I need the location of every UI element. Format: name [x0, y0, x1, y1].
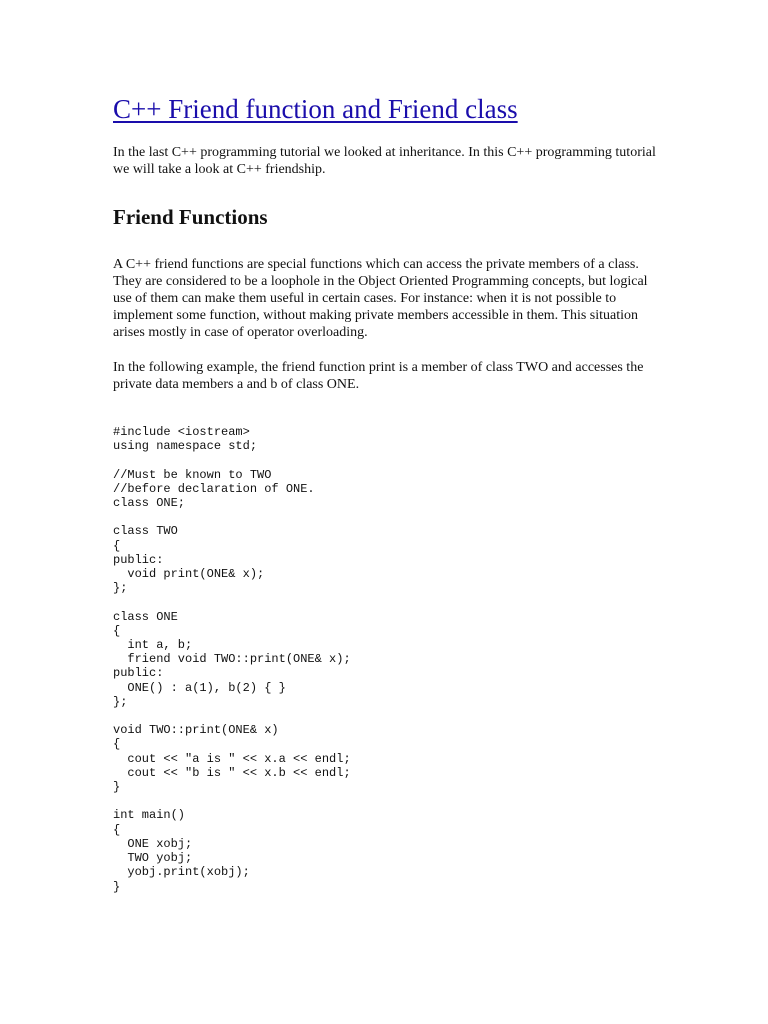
page-title	[113, 88, 658, 130]
section-heading: Friend Functions	[113, 205, 268, 229]
friend-functions-paragraph: A C++ friend functions are special functions which can access the private members of a class. They are considered to be a loophole in the Object Oriented Programming concepts, but logical use of them can make them useful in certain cases. For instance: when it is not possible to implement some function, without making private members accessible in them. This situation arises mostly in case of operator overloading.	[113, 257, 648, 340]
example-paragraph: In the following example, the friend function print is a member of class TWO and accesses the private data members a and b of class ONE.	[113, 360, 644, 392]
intro-paragraph: In the last C++ programming tutorial we looked at inheritance. In this C++ programming tutorial we will take a look at C++ friendship.	[113, 145, 656, 177]
title-link[interactable]: C++ Friend function and Friend class	[113, 94, 518, 124]
article	[113, 88, 658, 894]
code-block: #include <iostream> using namespace std; //Must be known to TWO //before declaration of ONE. class ONE; class TWO { public: void print(ONE& x); }; class ONE { int a, b; friend void TWO::print(ONE& x); public: ONE() : a(1), b(2) { } }; void TWO::print(ONE& x) { cout << "a is " << x.a << endl; cout << "b is " << x.b << endl; } int main() { ONE xobj; TWO yobj; yobj.print(xobj); }	[113, 425, 351, 894]
